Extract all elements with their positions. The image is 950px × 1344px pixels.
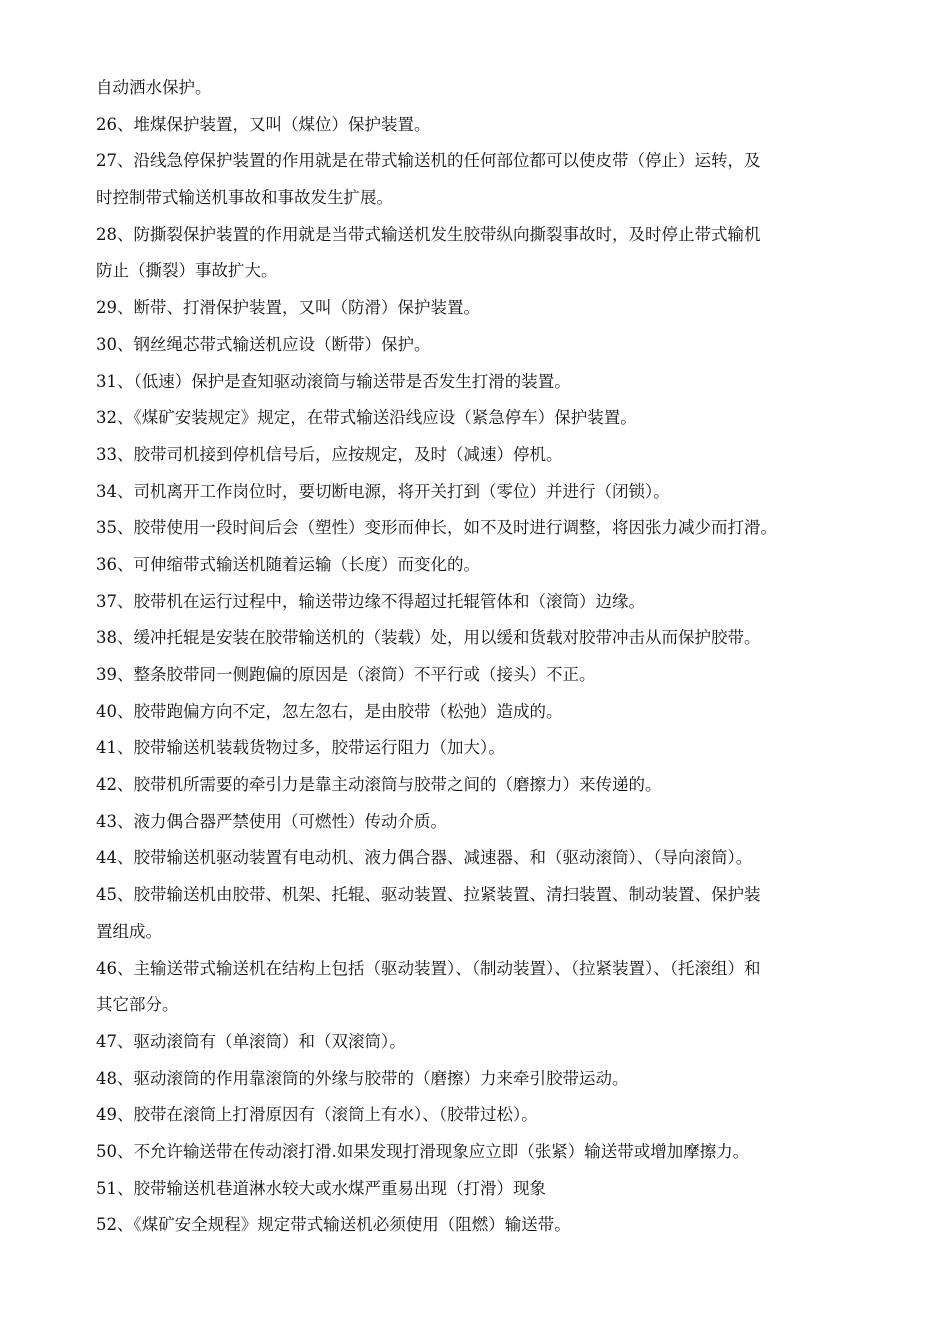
text-line: 51、胶带输送机巷道淋水较大或水煤严重易出现（打滑）现象 (96, 1178, 546, 1198)
text-line: 44、胶带输送机驱动装置有电动机、液力偶合器、减速器、和（驱动滚筒）、（导向滚筒）。 (96, 848, 753, 868)
text-line: 时控制带式输送机事故和事故发生扩展。 (96, 188, 393, 208)
text-line: 26、堆煤保护装置，又叫（煤位）保护装置。 (96, 114, 431, 134)
text-line: 38、缓冲托辊是安装在胶带输送机的（装载）处，用以缓和货载对胶带冲击从而保护胶带。 (96, 628, 761, 648)
text-line: 40、胶带跑偏方向不定，忽左忽右，是由胶带（松弛）造成的。 (96, 701, 563, 721)
text-line: 42、胶带机所需要的牵引力是靠主动滚筒与胶带之间的（磨擦力）来传递的。 (96, 775, 662, 795)
text-line: 自动洒水保护。 (96, 78, 212, 97)
text-line: 27、沿线急停保护装置的作用就是在带式输送机的任何部位都可以使皮带（停止）运转，及 (96, 151, 761, 171)
text-line: 34、司机离开工作岗位时，要切断电源，将开关打到（零位）并进行（闭锁）。 (96, 481, 670, 501)
text-line: 31、（低速）保护是查知驱动滚筒与输送带是否发生打滑的装置。 (96, 371, 571, 391)
text-line: 35、胶带使用一段时间后会（塑性）变形而伸长，如不及时进行调整，将因张力减少而打滑。 (96, 518, 777, 538)
text-line: 45、胶带输送机由胶带、机架、托辊、驱动装置、拉紧装置、清扫装置、制动装置、保护装 (96, 885, 761, 905)
text-line: 28、防撕裂保护装置的作用就是当带式输送机发生胶带纵向撕裂事故时，及时停止带式输机 (96, 224, 761, 244)
text-line: 其它部分。 (96, 995, 179, 1015)
text-line: 30、钢丝绳芯带式输送机应设（断带）保护。 (96, 334, 431, 354)
text-line: 39、整条胶带同一侧跑偏的原因是（滚筒）不平行或（接头）不正。 (96, 665, 596, 684)
text-line: 49、胶带在滚筒上打滑原因有（滚筒上有水）、（胶带过松）。 (96, 1105, 538, 1125)
text-line: 47、驱动滚筒有（单滚筒）和（双滚筒）。 (96, 1031, 406, 1051)
text-line: 29、断带、打滑保护装置，又叫（防滑）保护装置。 (96, 298, 480, 318)
text-line: 52、《煤矿安全规程》规定带式输送机必须使用（阻燃）输送带。 (96, 1215, 571, 1235)
text-line: 防止（撕裂）事故扩大。 (96, 261, 278, 281)
text-line: 43、液力偶合器严禁使用（可燃性）传动介质。 (96, 811, 447, 831)
text-line: 33、胶带司机接到停机信号后，应按规定，及时（减速）停机。 (96, 444, 563, 464)
text-line: 41、胶带输送机装载货物过多，胶带运行阻力（加大）。 (96, 738, 505, 758)
text-line: 36、可伸缩带式输送机随着运输（长度）而变化的。 (96, 554, 480, 574)
text-line: 37、胶带机在运行过程中，输送带边缘不得超过托辊管体和（滚筒）边缘。 (96, 591, 645, 611)
document-body (96, 70, 866, 1244)
text-line: 32、《煤矿安装规定》规定，在带式输送沿线应设（紧急停车）保护装置。 (96, 408, 637, 428)
text-line: 置组成。 (96, 921, 162, 941)
text-line: 46、主输送带式输送机在结构上包括（驱动装置）、（制动装置）、（拉紧装置）、（托滚组）和 (96, 958, 761, 978)
text-line: 50、不允许输送带在传动滚打滑.如果发现打滑现象应立即（张紧）输送带或增加摩擦力。 (96, 1141, 750, 1161)
text-line: 48、驱动滚筒的作用靠滚筒的外缘与胶带的（磨擦）力来牵引胶带运动。 (96, 1068, 629, 1088)
